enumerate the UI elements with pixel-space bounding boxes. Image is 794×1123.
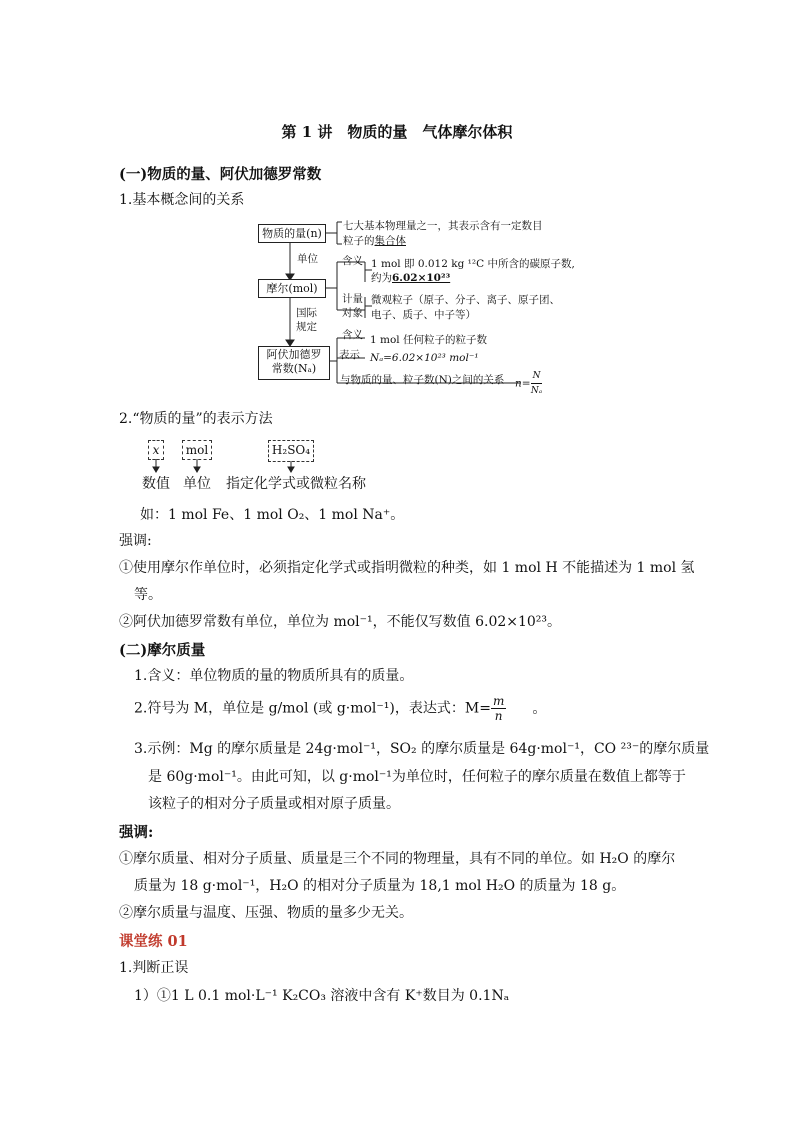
av-relation: 与物质的量、粒子数(N)之间的关系: [340, 374, 505, 386]
av-express: Nₐ=6.02×10²³ mol⁻¹: [370, 352, 479, 364]
emphasis1-line1: ①使用摩尔作单位时，必须指定化学式或指明微粒的种类，如 1 mol H 不能描述为 1 mol 氢: [119, 560, 695, 576]
box-x: x: [148, 440, 164, 460]
emphasis-label-2: 强调:: [119, 824, 154, 841]
example-line: 如：1 mol Fe、1 mol O₂、1 mol Na⁺。: [140, 507, 405, 523]
av-express-label: 表示: [339, 349, 360, 361]
section2-emphasis2: ②摩尔质量与温度、压强、物质的量多少无关。: [119, 905, 413, 921]
intl-label-line2: 规定: [296, 321, 317, 333]
object-label-line2: 对象: [342, 307, 363, 319]
object-desc-line2: 电子、质子、中子等）: [371, 309, 476, 321]
amount-desc-line2: 粒子的集合体: [343, 235, 406, 247]
box-amount-of-substance: 物质的量(n): [258, 224, 326, 243]
box-h2so4: H₂SO₄: [268, 440, 314, 462]
section2-item3-line3: 该粒子的相对分子质量或相对原子质量。: [148, 796, 400, 812]
av-meaning-label: 含义: [342, 329, 363, 341]
emphasis1-line2: 等。: [134, 587, 162, 603]
av-formula: n= $\frac{N}{\text{Nₐ}}$: [515, 371, 543, 396]
section2-emphasis1-line1: ①摩尔质量、相对分子质量、质量是三个不同的物理量，具有不同的单位。如 H₂O 的摩尔: [119, 851, 676, 867]
emphasis2: ②阿伏加德罗常数有单位，单位为 mol⁻¹，不能仅写数值 6.02×10²³。: [119, 614, 562, 630]
box-avogadro: 阿伏加德罗 常数(Nₐ): [258, 346, 330, 380]
mole-meaning-label: 含义: [342, 255, 363, 267]
box-mol: mol: [182, 440, 212, 460]
emphasis-label-1: 强调:: [119, 533, 152, 549]
unit-label: 单位: [297, 253, 318, 265]
label-unit: 单位: [183, 476, 211, 492]
section2-heading: (二)摩尔质量: [119, 642, 206, 659]
section2-item1: 1.含义：单位物质的量的物质所具有的质量。: [134, 668, 414, 684]
section1-sub1: 1.基本概念间的关系: [119, 192, 245, 208]
section2-item2: 2.符号为 M，单位是 g/mol (或 g·mol⁻¹)，表达式：M= $\frac{m}{n}$ 。: [134, 694, 547, 723]
av-meaning: 1 mol 任何粒子的粒子数: [370, 334, 487, 346]
object-label-line1: 计量: [342, 293, 363, 305]
object-desc-line1: 微观粒子（原子、分子、离子、原子团、: [371, 294, 560, 306]
label-formula: 指定化学式或微粒名称: [226, 476, 366, 492]
label-value: 数值: [142, 476, 170, 492]
intl-label-line1: 国际: [296, 307, 317, 319]
section1-heading: (一)物质的量、阿伏加德罗常数: [119, 166, 322, 183]
mole-meaning-line1: 1 mol 即 0.012 kg ¹²C 中所含的碳原子数,: [371, 258, 575, 270]
box-mole: 摩尔(mol): [258, 279, 326, 298]
practice-heading: 课堂练 01: [119, 933, 188, 950]
page-title: 第 1 讲 物质的量 气体摩尔体积: [281, 123, 513, 141]
amount-desc-line1: 七大基本物理量之一，其表示含有一定数目: [343, 220, 543, 232]
section1-sub2: 2.“物质的量”的表示方法: [119, 411, 273, 427]
mole-meaning-line2: 约为6.02×10²³: [371, 272, 451, 284]
practice-q1-1: 1）①1 L 0.1 mol·L⁻¹ K₂CO₃ 溶液中含有 K⁺数目为 0.1Nₐ: [134, 988, 510, 1004]
section2-item3-line2: 是 60g·mol⁻¹。由此可知，以 g·mol⁻¹为单位时，任何粒子的摩尔质量在数值上都等于: [148, 769, 686, 785]
section2-emphasis1-line2: 质量为 18 g·mol⁻¹，H₂O 的相对分子质量为 18,1 mol H₂O 的质量为 18 g。: [134, 878, 626, 894]
practice-q1: 1.判断正误: [119, 960, 189, 976]
section2-item3-line1: 3.示例：Mg 的摩尔质量是 24g·mol⁻¹，SO₂ 的摩尔质量是 64g·mol⁻¹，CO ²³⁻的摩尔质量: [134, 741, 710, 757]
